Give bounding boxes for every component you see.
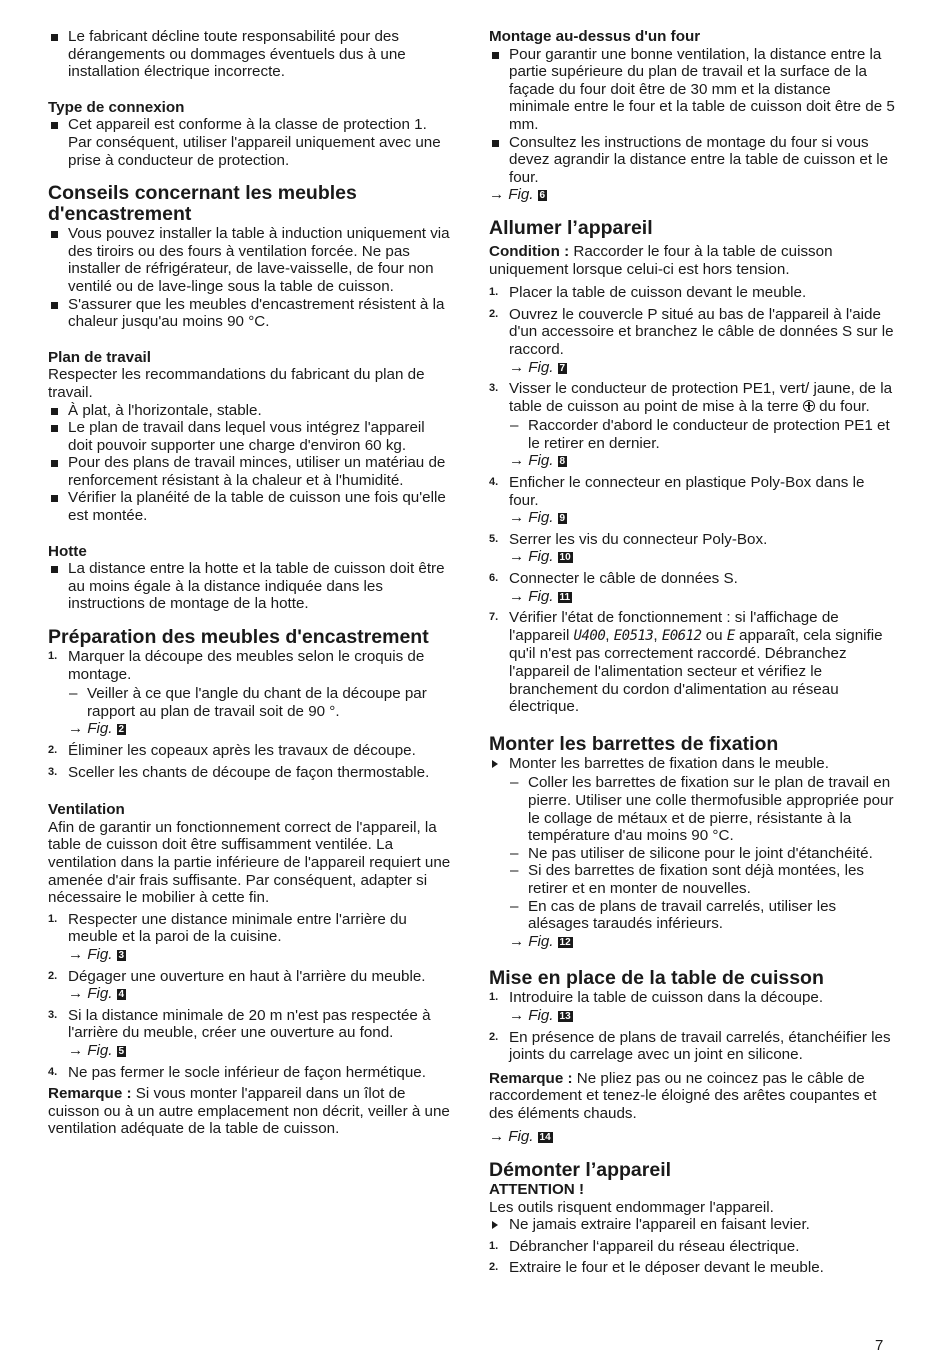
- list-item: Cet appareil est conforme à la classe de protection 1. Par conséquent, utiliser l'appareil uniquement avec une prise à conducteur de protection.: [48, 116, 453, 169]
- list-item: Vérifier la planéité de la table de cuisson une fois qu'elle est montée.: [48, 489, 453, 524]
- left-column: [48, 28, 453, 1138]
- figure-reference[interactable]: → Fig. 10: [509, 548, 571, 566]
- remarque-label: Remarque :: [48, 1085, 132, 1103]
- list-item: S'assurer que les meubles d'encastrement résistent à la chaleur jusqu'au moins 90 °C.: [48, 296, 453, 331]
- display-code: E0612: [661, 627, 702, 644]
- arrow-icon: →: [68, 720, 84, 738]
- step-number: 1.: [489, 286, 499, 299]
- step-text-end: du four.: [819, 397, 870, 415]
- arrow-icon: →: [68, 1041, 84, 1059]
- step-number: 2.: [489, 307, 499, 320]
- step-text: Placer la table de cuisson devant le meuble.: [509, 284, 807, 302]
- sub-item: – Si des barrettes de fixation sont déjà montées, les retirer et en monter de nouvelles.: [509, 862, 895, 897]
- step-item: [489, 380, 895, 470]
- plan-list: [48, 402, 453, 525]
- figure-number: 6: [539, 190, 546, 202]
- hotte-list: [48, 560, 453, 613]
- right-column: [489, 28, 895, 1277]
- step-text: Ne pas fermer le socle inférieur de façon hermétique.: [68, 1063, 426, 1081]
- figure-number: 12: [559, 936, 571, 948]
- list-item: La distance entre la hotte et la table de cuisson doit être au moins égale à la distance indiquée dans les instructions de montage de la hotte.: [48, 560, 453, 613]
- list-item: Le plan de travail dans lequel vous intégrez l'appareil doit pouvoir supporter une charge d'environ 60 kg.: [48, 419, 453, 454]
- step-text: Éliminer les copeaux après les travaux de découpe.: [68, 742, 416, 759]
- arrow-icon: →: [509, 548, 525, 566]
- figure-number: 13: [559, 1010, 571, 1022]
- step-item: [489, 531, 895, 566]
- step-number: 1.: [489, 1239, 499, 1252]
- section-title-four: Montage au-dessus d'un four: [489, 28, 701, 45]
- figure-number: 9: [559, 513, 566, 525]
- plan-text: Respecter les recommandations du fabricant du plan de travail.: [48, 366, 425, 401]
- action-item: Monter les barrettes de fixation dans le meuble. – Coller les barrettes de fixation sur le plan de travail en pierre. Utiliser une colle thermofusible appropriée pour le collage de métaux et de pierre, résistante à la température d'au moins 90 °C. – Ne pas utiliser de silicone pour le joint d'étanchéité. – Si des barrettes de fixation sont déjà montées, les retirer et en monter de nouvelles. – En cas de plans de travail carrelés, utiliser les alésages taraudés inférieurs. → Fig. 12: [489, 755, 895, 951]
- arrow-icon: →: [509, 509, 525, 527]
- arrow-icon: →: [509, 452, 525, 470]
- step-text: Sceller les chants de découpe de façon thermostable.: [68, 763, 430, 781]
- list-item: Pour des plans de travail minces, utiliser un matériau de renforcement résistant à la chaleur et à l'humidité.: [48, 454, 453, 489]
- heading-allumer: Allumer l’appareil: [489, 216, 653, 239]
- step-item: [48, 968, 453, 1003]
- step-text: Si la distance minimale de 20 m n'est pas respectée à l'arrière du meuble, créer une ouverture au fond.: [68, 1006, 431, 1042]
- display-code: E: [726, 627, 735, 644]
- section-title-connexion: Type de connexion: [48, 98, 185, 116]
- step-text: En présence de plans de travail carrelés, étanchéifier les joints du carrelage avec un joint en silicone.: [509, 1028, 891, 1064]
- list-item: Consultez les instructions de montage du four si vous devez agrandir la distance entre la table de cuisson et le four.: [489, 134, 895, 187]
- step-number: 1.: [48, 912, 58, 925]
- allumer-steps: [489, 284, 895, 716]
- step-item: [48, 742, 453, 760]
- heading-preparation: Préparation des meubles d'encastrement: [48, 626, 429, 649]
- step-text: Enficher le connecteur en plastique Poly-Box dans le four.: [509, 474, 865, 509]
- step-number: 1.: [489, 991, 499, 1004]
- figure-reference[interactable]: → Fig. 13: [509, 1006, 571, 1024]
- step-item: [489, 1259, 895, 1277]
- step-number: 5.: [489, 532, 499, 545]
- figure-number: 2: [118, 724, 125, 736]
- four-list: [489, 46, 895, 187]
- intro-list: [48, 28, 453, 81]
- step-text: Vérifier l'état de fonctionnement : si l'affichage de l'appareil: [509, 609, 839, 644]
- sub-item: – Raccorder d'abord le conducteur de protection PE1 et le retirer en dernier.: [509, 417, 895, 452]
- section-title-hotte: Hotte: [48, 542, 87, 560]
- step-item: [48, 1007, 453, 1060]
- mise-steps: [489, 989, 895, 1063]
- sub-list: [509, 774, 895, 932]
- step-number: 4.: [48, 1065, 58, 1078]
- arrow-icon: →: [509, 932, 525, 950]
- step-item: [48, 764, 453, 782]
- step-number: 2.: [489, 1030, 499, 1043]
- sub-item: – Ne pas utiliser de silicone pour le joint d'étanchéité.: [509, 845, 895, 863]
- ground-icon: [803, 400, 815, 412]
- figure-reference[interactable]: → Fig. 7: [509, 358, 566, 376]
- step-item: [489, 1029, 895, 1064]
- figure-reference[interactable]: → Fig. 5: [68, 1041, 125, 1059]
- conseils-list: [48, 225, 453, 331]
- figure-number: 4: [118, 989, 125, 1001]
- sub-list: [68, 685, 453, 720]
- step-number: 1.: [48, 650, 58, 663]
- arrow-icon: →: [68, 985, 84, 1003]
- list-item: Le fabricant décline toute responsabilité pour des dérangements ou dommages éventuels dus à une installation électrique incorrecte.: [48, 28, 453, 81]
- list-item: Pour garantir une bonne ventilation, la distance entre la partie supérieure du plan de travail et la surface de la façade du four doit être de 30 mm et la distance minimale entre le four et la table de cuisson doit être de 5 mm.: [489, 46, 895, 134]
- step-number: 6.: [489, 572, 499, 585]
- heading-conseils: Conseils concernant les meubles d'encastrement: [48, 182, 357, 226]
- step-text: Extraire le four et le déposer devant le meuble.: [509, 1259, 824, 1277]
- sub-item: – Coller les barrettes de fixation sur le plan de travail en pierre. Utiliser une colle thermofusible appropriée pour le collage de métaux et de pierre, résistante à la température d'au moins 90 °C.: [509, 774, 895, 844]
- step-text-end: apparaît, cela signifie qu'il n'est pas correctement raccordé. Débranchez l'appareil de l'alimentation secteur et vérifiez le branchement du cordon d'alimentation au réseau électrique.: [509, 626, 883, 716]
- display-code: E0513: [613, 627, 654, 644]
- remarque-mise: [489, 1070, 895, 1123]
- step-text: Dégager une ouverture en haut à l'arrière du meuble.: [68, 967, 426, 985]
- figure-reference[interactable]: → Fig. 4: [68, 985, 125, 1003]
- sub-item: – Veiller à ce que l'angle du chant de la découpe par rapport au plan de travail soit de 90 °.: [68, 685, 453, 720]
- step-number: 4.: [489, 476, 499, 489]
- preparation-steps: [48, 648, 453, 781]
- step-number: 3.: [48, 1008, 58, 1021]
- heading-mise: Mise en place de la table de cuisson: [489, 967, 824, 990]
- remarque-label: Remarque :: [489, 1069, 573, 1087]
- step-number: 3.: [489, 382, 499, 395]
- heading-barrettes: Monter les barrettes de fixation: [489, 732, 779, 755]
- condition-text: Raccorder le four à la table de cuisson uniquement lorsque celui-ci est hors tension.: [489, 242, 833, 278]
- attention-label: ATTENTION !: [489, 1181, 585, 1199]
- heading-demonter: Démonter l’appareil: [489, 1159, 672, 1182]
- step-item: 7. Vérifier l'état de fonctionnement : si l'affichage de l'appareil U400, E0513, E0612 ou E apparaît, cela signifie qu'il n'est pas correctement raccordé. Débranchez l'appareil de l'alimentation secteur et vérifiez le branchement du cordon d'alimentation au réseau électrique.: [489, 609, 883, 716]
- page-number: 7: [875, 1337, 884, 1354]
- step-number: 7.: [489, 611, 499, 624]
- arrow-icon: →: [509, 587, 525, 605]
- figure-reference[interactable]: → Fig. 12: [509, 932, 571, 950]
- step-text: Ouvrez le couvercle P situé au bas de l'appareil à l'aide d'un accessoire et branchez le câble de données S sur le raccord.: [509, 305, 894, 358]
- ventilation-steps: [48, 911, 453, 1081]
- step-item: [489, 306, 895, 376]
- demonter-actions: [489, 1216, 895, 1234]
- condition: [489, 243, 895, 278]
- step-text: Introduire la table de cuisson dans la découpe.: [509, 989, 824, 1007]
- figure-reference[interactable]: → Fig. 2: [68, 720, 125, 738]
- step-text: Connecter le câble de données S.: [509, 570, 738, 588]
- barrettes-actions: [489, 755, 895, 951]
- step-text: Serrer les vis du connecteur Poly-Box.: [509, 530, 768, 548]
- figure-number: 8: [559, 456, 566, 468]
- figure-reference[interactable]: → Fig. 9: [509, 509, 566, 527]
- step-number: 2.: [48, 744, 58, 756]
- figure-reference[interactable]: → Fig. 8: [509, 452, 566, 470]
- sub-item: – En cas de plans de travail carrelés, utiliser les alésages taraudés inférieurs.: [509, 898, 895, 933]
- figure-number: 3: [118, 949, 125, 961]
- list-item: Vous pouvez installer la table à induction uniquement via des tiroirs ou des fours à ventilation forcée. Ne pas installer de réfrigérateur, de lave-vaisselle, de four non ventilé ou de lave-linge sous la table de cuisson.: [48, 225, 453, 295]
- step-text: Visser le conducteur de protection PE1, vert/ jaune, de la table de cuisson au point de mise à la terre: [509, 380, 893, 415]
- step-item: [489, 474, 895, 527]
- step-text: Marquer la découpe des meubles selon le croquis de montage.: [68, 648, 425, 683]
- figure-number: 5: [118, 1045, 125, 1057]
- sub-list: [509, 417, 895, 452]
- condition-label: Condition :: [489, 242, 570, 260]
- remarque-text: Ne pliez pas ou ne coincez pas le câble de raccordement et tenez-le éloigné des arêtes coupantes et des éléments chauds.: [489, 1069, 877, 1122]
- list-item: À plat, à l'horizontale, stable.: [48, 402, 453, 420]
- arrow-icon: →: [68, 945, 84, 963]
- step-number: 3.: [48, 765, 58, 778]
- step-number: 2.: [48, 969, 58, 982]
- arrow-icon: →: [489, 186, 505, 204]
- connexion-list: [48, 116, 453, 169]
- step-text: Respecter une distance minimale entre l'arrière du meuble et la paroi de la cuisine.: [68, 910, 407, 946]
- step-item: [48, 1064, 453, 1082]
- display-code: U400: [573, 627, 606, 644]
- step-text: Débrancher l‘appareil du réseau électrique.: [509, 1237, 800, 1255]
- action-item: Ne jamais extraire l'appareil en faisant levier.: [489, 1216, 895, 1234]
- step-item: [48, 648, 453, 738]
- figure-number: 7: [559, 362, 566, 374]
- step-item: [489, 284, 895, 302]
- arrow-icon: →: [509, 1006, 525, 1024]
- step-item: [489, 989, 895, 1024]
- warning-text: Les outils risquent endommager l'appareil.: [489, 1198, 774, 1216]
- figure-reference[interactable]: → Fig. 11: [509, 587, 571, 605]
- remarque-ventilation: [48, 1085, 453, 1138]
- step-item: [489, 1238, 895, 1256]
- figure-reference[interactable]: → Fig. 3: [68, 945, 125, 963]
- remarque-text: Si vous monter l'appareil dans un îlot de cuisson ou à un autre emplacement non décrit, veiller à une ventilation adéquate de la table de cuisson.: [48, 1085, 450, 1138]
- figure-reference[interactable]: → Fig. 14: [489, 1128, 551, 1146]
- arrow-icon: →: [489, 1128, 505, 1146]
- demonter-steps: [489, 1238, 895, 1277]
- figure-number: 14: [539, 1132, 551, 1144]
- section-title-ventilation: Ventilation: [48, 801, 125, 819]
- step-item: [48, 911, 453, 964]
- ventilation-text: Afin de garantir un fonctionnement correct de l'appareil, la table de cuisson doit être suffisamment ventilée. La ventilation dans la partie inférieure de l'appareil requiert une amenée d'air frais suffisante. Par conséquent, adapter si nécessaire le mobilier à cette fin.: [48, 818, 451, 907]
- step-number: 2.: [489, 1261, 499, 1274]
- step-item: [489, 570, 895, 605]
- section-title-plan: Plan de travail: [48, 348, 151, 366]
- figure-number: 11: [559, 591, 571, 603]
- figure-number: 10: [559, 552, 571, 564]
- arrow-icon: →: [509, 358, 525, 376]
- figure-reference[interactable]: → Fig. 6: [489, 186, 546, 204]
